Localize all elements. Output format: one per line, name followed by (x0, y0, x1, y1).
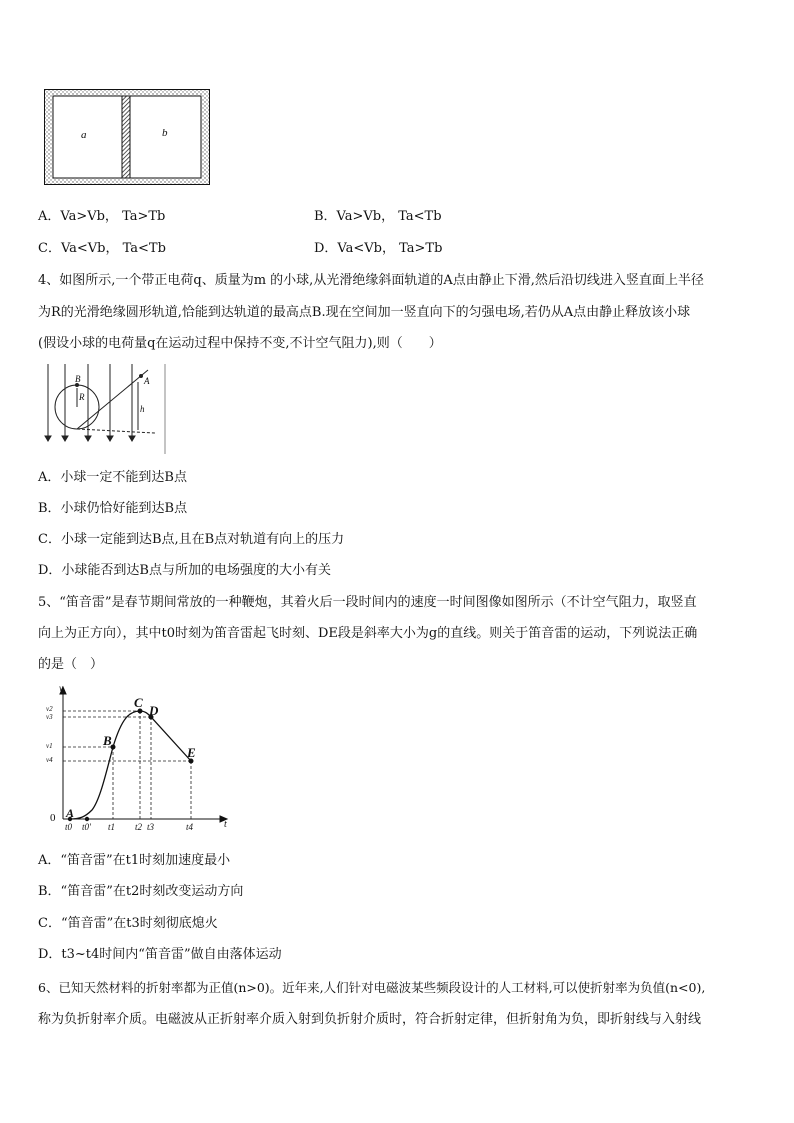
q4-text-line1: 4、如图所示,一个带正电荷q、质量为m 的小球,从光滑绝缘斜面轨道的A点由静止下滑,然后沿切线进入竖直面上半径 (38, 273, 704, 288)
vt-graph (40, 685, 240, 835)
q5-option-b: B．“笛音雷”在t2时刻改变运动方向 (38, 884, 244, 899)
point-b-label: B (103, 733, 112, 748)
axis-v-label: v (59, 683, 63, 693)
q6-text-line2: 称为负折射率介质。电磁波从正折射率介质入射到负折射介质时，符合折射定律，但折射角为负，即折射线与入射线 (38, 1012, 702, 1027)
fig4-label-a: A (144, 376, 150, 386)
point-d-label: D (149, 703, 159, 718)
q4-option-d: D．小球能否到达B点与所加的电场强度的大小有关 (38, 563, 331, 578)
point-c-label: C (134, 695, 143, 710)
q3-option-a: A．Va>Vb， Ta>Tb (38, 209, 166, 224)
x-tick-t2: t2 (135, 822, 143, 832)
x-tick-t0: t0 (65, 822, 73, 832)
q3-option-c: C．Va<Vb， Ta<Tb (38, 241, 166, 256)
point-e-label: E (187, 745, 196, 760)
x-tick-t3: t3 (147, 822, 155, 832)
y-tick-v4: v4 (46, 756, 53, 764)
label-b: b (162, 127, 168, 139)
q4-option-c: C．小球一定能到达B点,且在B点对轨道有向上的压力 (38, 532, 345, 547)
y-tick-v1: v1 (46, 742, 53, 750)
q3-option-b: B．Va>Vb， Ta<Tb (314, 209, 442, 224)
axis-t-label: t (224, 819, 227, 830)
x-tick-t4: t4 (186, 822, 194, 832)
q5-text-line3: 的是（ ） (38, 657, 104, 672)
q4-option-a: A．小球一定不能到达B点 (38, 470, 187, 485)
fig4-label-r: R (79, 392, 85, 402)
point-a-label: A (66, 806, 75, 820)
q5-option-c: C．“笛音雷”在t3时刻彻底熄火 (38, 916, 218, 931)
fig4-label-h: h (140, 404, 145, 414)
container-figure (44, 89, 210, 185)
q4-text-line2: 为R的光滑绝缘圆形轨道,恰能到达轨道的最高点B.现在空间加一竖直向下的匀强电场,若仍从A点由静止释放该小球 (38, 305, 691, 320)
y-tick-v2: v2 (46, 705, 53, 713)
label-a: a (81, 129, 87, 141)
q6-text-line1: 6、已知天然材料的折射率都为正值(n>0)。近年来,人们针对电磁波某些频段设计的人工材料,可以使折射率为负值(n<0), (38, 980, 706, 995)
x-tick-t0p: t0' (82, 822, 91, 832)
q3-option-d: D．Va<Vb， Ta>Tb (314, 241, 443, 256)
y-tick-v3: v3 (46, 713, 53, 721)
container-diagram (44, 89, 210, 185)
q4-option-b: B．小球仍恰好能到达B点 (38, 501, 188, 516)
x-tick-t1: t1 (108, 822, 116, 832)
q5-text-line1: 5、“笛音雷”是春节期间常放的一种鞭炮，其着火后一段时间内的速度一时间图像如图所示（不计空气阻力，取竖直 (38, 595, 697, 610)
q4-figure (40, 360, 170, 456)
q5-option-d: D．t3~t4时间内“笛音雷”做自由落体运动 (38, 947, 282, 962)
loop-track-diagram (40, 360, 170, 456)
origin-label: 0 (50, 812, 56, 824)
q5-text-line2: 向上为正方向），其中t0时刻为笛音雷起飞时刻、DE段是斜率大小为g的直线。则关于笛音雷的运动，下列说法正确 (38, 626, 698, 641)
q4-text-line3: (假设小球的电荷量q在运动过程中保持不变,不计空气阻力),则（ ） (38, 336, 442, 351)
q5-option-a: A．“笛音雷”在t1时刻加速度最小 (38, 853, 231, 868)
fig4-label-b: B (75, 374, 81, 384)
